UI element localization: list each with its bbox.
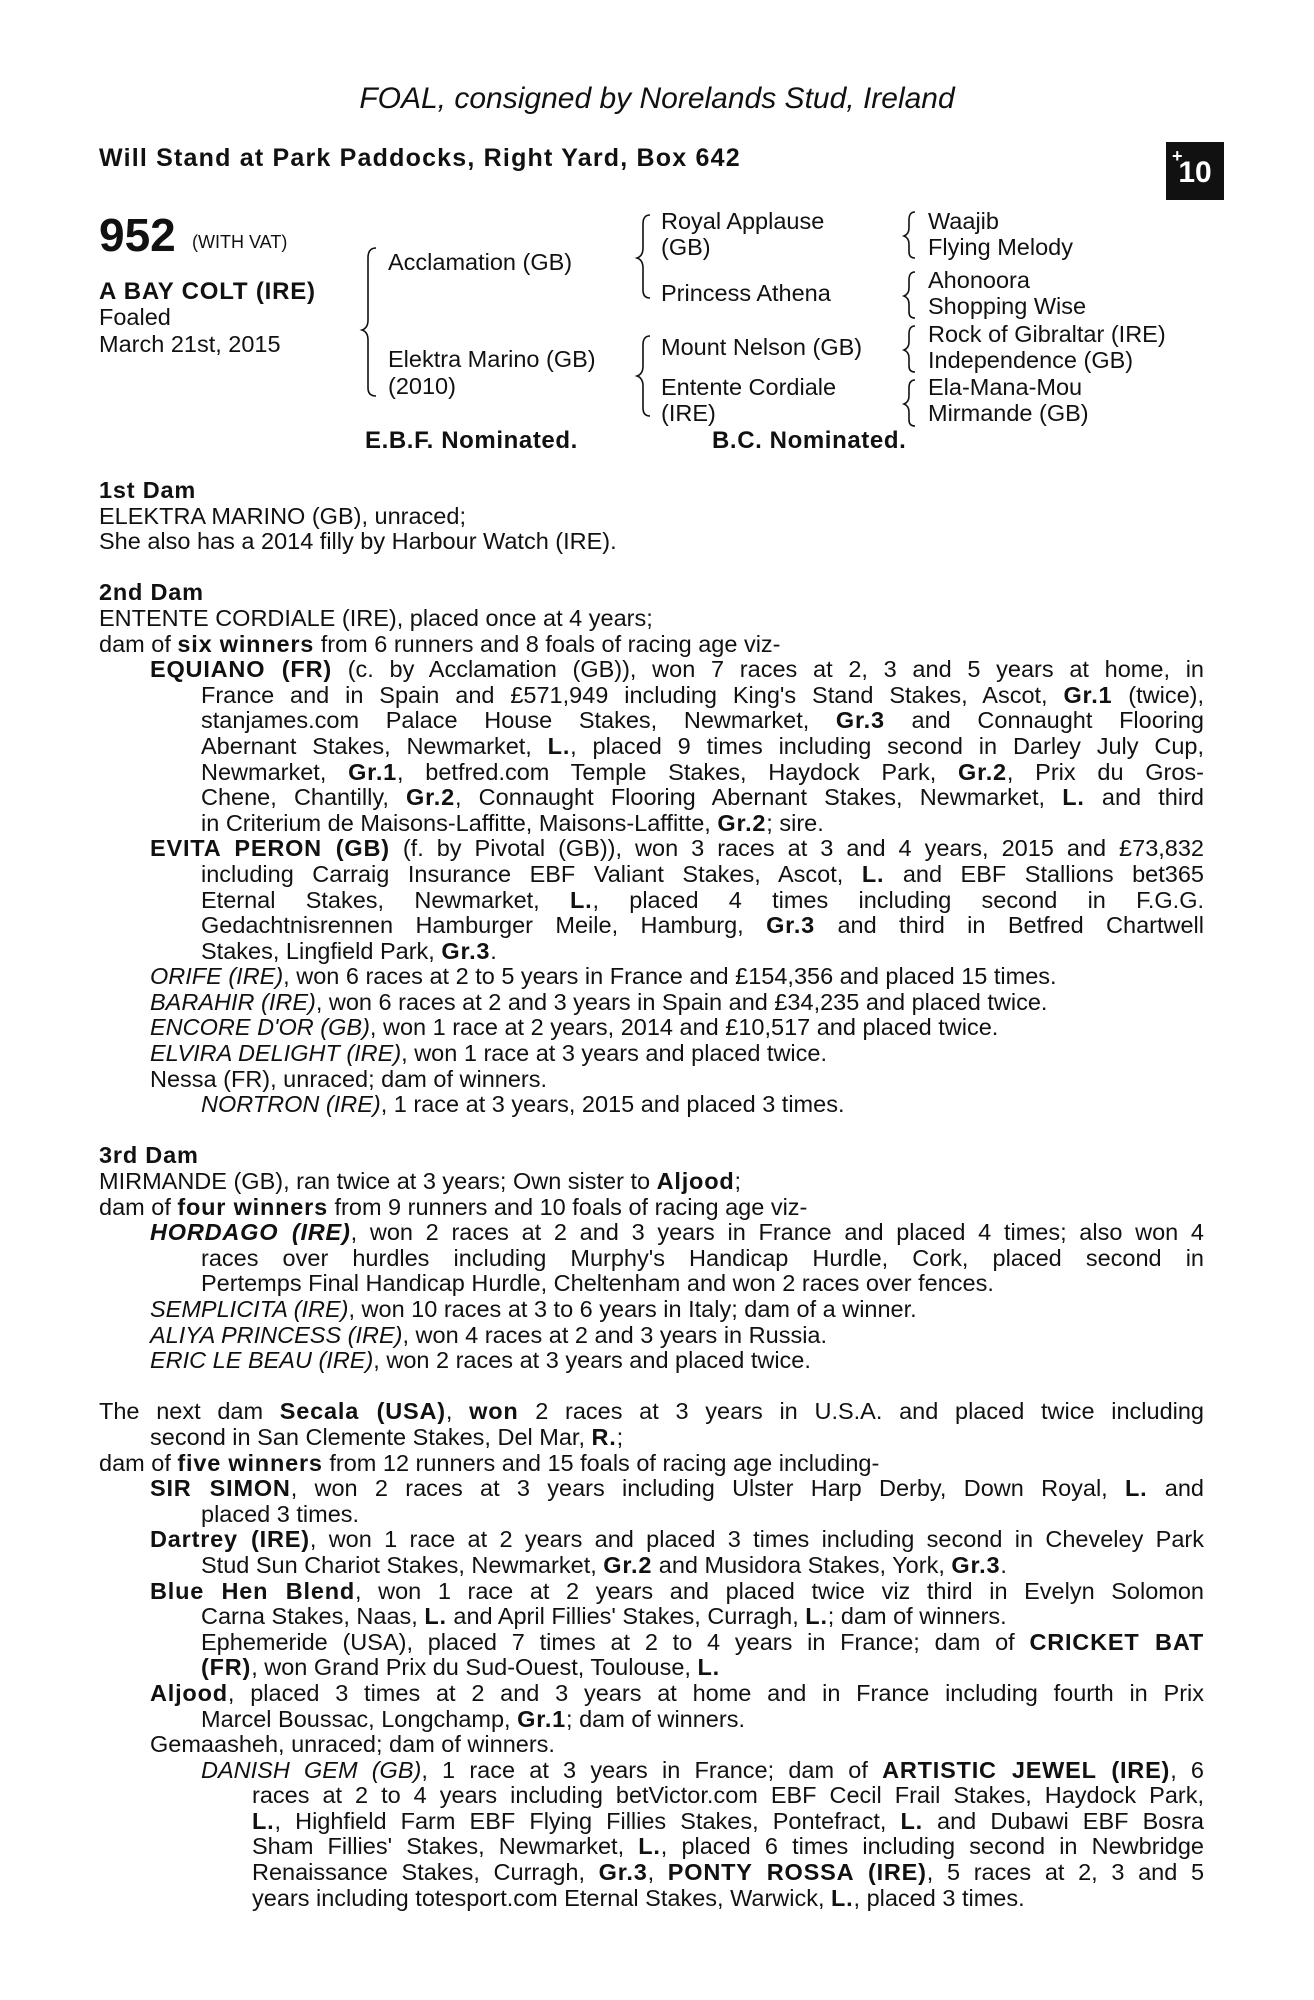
- text-line: [99, 1758, 1204, 1784]
- text-run: , won 1 race at 2 years and placed 3 times including second in Cheveley Park: [309, 1526, 1204, 1553]
- text-run: (f. by Pivotal (GB)), won 3 races at 3 and 4 years, 2015 and £73,832: [389, 835, 1205, 862]
- text-line: [99, 1067, 1204, 1093]
- bold-text: L.: [569, 886, 593, 913]
- bold-text: (FR): [201, 1654, 252, 1681]
- text-line: [99, 632, 1204, 658]
- bold-text: 3rd Dam: [99, 1142, 199, 1169]
- brace-gen3-4: [904, 380, 915, 426]
- text-run: dam of: [99, 1449, 178, 1476]
- text-line: [99, 939, 1204, 965]
- text-run: Nessa (FR), unraced; dam of winners.: [150, 1065, 548, 1092]
- bold-text: Gr.2: [717, 809, 767, 836]
- text-line: [99, 734, 1204, 760]
- bold-text: Gr.1: [1063, 681, 1113, 708]
- italic-text: SEMPLICITA (IRE): [150, 1296, 349, 1322]
- text-run: , won 6 races at 2 and 3 years in Spain and £34,235 and placed twice.: [315, 988, 1048, 1015]
- text-line: [99, 1323, 1204, 1349]
- pedigree-dam: Elektra Marino (GB): [388, 346, 596, 372]
- line-content: [201, 1271, 1204, 1297]
- bold-text: EVITA PERON (GB): [150, 835, 390, 862]
- line-content: [150, 1041, 1204, 1067]
- text-run: Abernant Stakes, Newmarket,: [201, 732, 548, 759]
- text-line: [99, 1041, 1204, 1067]
- text-run: , won 10 races at 3 to 6 years in Italy; dam of a winner.: [348, 1296, 917, 1322]
- text-run: , won 1 race at 2 years, 2014 and £10,517 and placed twice.: [369, 1014, 999, 1041]
- text-run: Ephemeride (USA), placed 7 times at 2 to 4 years in France; dam of: [201, 1628, 1030, 1655]
- pedigree-sire: Acclamation (GB): [388, 249, 573, 275]
- line-content: [99, 606, 1204, 632]
- text-run: ;: [734, 1168, 742, 1195]
- bold-text: Dartrey (IRE): [150, 1526, 310, 1553]
- text-run: and Connaught Flooring: [884, 707, 1204, 734]
- text-run: ,: [647, 1859, 668, 1886]
- italic-text: BARAHIR (IRE): [150, 988, 316, 1015]
- text-run: (twice),: [1112, 681, 1205, 708]
- bold-text: Aljood: [150, 1679, 228, 1706]
- line-content: [99, 1143, 1204, 1169]
- text-line: [99, 811, 1204, 837]
- brace-gen3-2: [904, 272, 915, 318]
- text-line: [99, 836, 1204, 862]
- text-line: [99, 1220, 1204, 1246]
- text-run: , won 1 race at 2 years and placed twice viz third in Evelyn Solomon: [355, 1577, 1204, 1604]
- bold-text: Gr.2: [406, 784, 455, 811]
- text-run: Pertemps Final Handicap Hurdle, Cheltenham and won 2 races over fences.: [201, 1270, 994, 1297]
- badge-plus-mark: +: [1172, 146, 1183, 166]
- bold-text: 1st Dam: [99, 477, 197, 503]
- text-run: , won 6 races at 2 to 5 years in France and £154,356 and placed 15 times.: [283, 963, 1057, 990]
- line-content: [201, 1630, 1204, 1656]
- italic-text: NORTRON (IRE): [201, 1091, 381, 1118]
- pedigree-braces: [0, 0, 1314, 440]
- text-line: [99, 1527, 1204, 1553]
- bold-text: Blue Hen Blend: [150, 1577, 356, 1604]
- text-line: [99, 1886, 1204, 1912]
- bold-text: L.: [805, 1603, 828, 1630]
- bold-text: L.: [1125, 1475, 1148, 1502]
- text-line: [99, 1425, 1204, 1451]
- bold-text: Gr.2: [603, 1551, 653, 1578]
- text-run: Eternal Stakes, Newmarket,: [201, 886, 570, 913]
- text-run: France and in Spain and £571,949 including King's Stand Stakes, Ascot,: [201, 681, 1064, 708]
- pedigree-gen3-8: Mirmande (GB): [928, 400, 1089, 426]
- bold-text: EQUIANO (FR): [150, 656, 332, 683]
- text-line: [99, 1732, 1204, 1758]
- text-run: dam of: [99, 1193, 178, 1220]
- text-line: [99, 606, 1204, 632]
- text-run: years including totesport.com Eternal Stakes, Warwick,: [252, 1884, 832, 1911]
- bold-text: L.: [1062, 784, 1085, 811]
- line-content: [201, 1758, 1204, 1784]
- text-run: Gemaasheh, unraced; dam of winners.: [150, 1731, 555, 1758]
- text-line: [99, 1451, 1204, 1477]
- text-run: Carna Stakes, Naas,: [201, 1603, 425, 1630]
- text-run: .: [490, 937, 497, 964]
- bold-text: Gr.3: [598, 1859, 648, 1886]
- blank-line: [99, 1374, 1204, 1400]
- blank-line: [99, 1118, 1204, 1144]
- line-content: [99, 632, 1204, 658]
- line-content: [252, 1809, 1204, 1835]
- text-run: 2 races at 3 years in U.S.A. and placed twice including: [518, 1398, 1204, 1425]
- text-line: [99, 888, 1204, 914]
- bold-text: six winners: [177, 630, 315, 657]
- text-line: [99, 785, 1204, 811]
- text-run: including Carraig Insurance EBF Valiant Stakes, Ascot,: [201, 860, 862, 887]
- text-line: [99, 657, 1204, 683]
- line-content: [99, 504, 1204, 530]
- text-run: ENTENTE CORDIALE (IRE), placed once at 4 years;: [99, 604, 653, 631]
- text-line: [99, 504, 1204, 530]
- text-run: dam of: [99, 630, 178, 657]
- text-line: [99, 760, 1204, 786]
- bold-text: 2nd Dam: [99, 579, 204, 606]
- text-line: [99, 1246, 1204, 1272]
- text-run: and EBF Stallions bet365: [884, 860, 1204, 887]
- line-content: [150, 1015, 1204, 1041]
- pedigree-dam-sire: Mount Nelson (GB): [661, 334, 863, 360]
- text-run: , placed 4 times including second in F.G.G.: [592, 886, 1205, 913]
- line-content: [99, 529, 1204, 555]
- text-run: from 12 runners and 15 foals of racing age including-: [322, 1449, 880, 1476]
- text-run: Stakes, Lingfield Park,: [201, 937, 442, 964]
- bold-text: Gr.1: [348, 758, 398, 785]
- pedigree-gen3-7: Ela-Mana-Mou: [928, 374, 1083, 400]
- bold-text: Gr.3: [951, 1551, 1001, 1578]
- text-run: , placed 3 times at 2 and 3 years at home and in France including fourth in Prix: [227, 1679, 1204, 1706]
- line-content: [252, 1783, 1204, 1809]
- line-content: [150, 1067, 1204, 1093]
- bold-text: L.: [861, 860, 885, 887]
- line-content: [201, 888, 1204, 914]
- text-line: [99, 1707, 1204, 1733]
- text-line: [99, 1502, 1204, 1528]
- bold-text: L.: [900, 1807, 923, 1834]
- text-line: [99, 1681, 1204, 1707]
- text-run: , 5 races at 2, 3 and 5: [926, 1859, 1205, 1886]
- text-run: , placed 3 times.: [853, 1884, 1025, 1911]
- text-line: [99, 1834, 1204, 1860]
- pedigree-gen3-3: Ahonoora: [928, 267, 1030, 293]
- bold-text: four winners: [177, 1193, 328, 1220]
- text-line: [99, 1297, 1204, 1323]
- text-run: ; dam of winners.: [827, 1603, 1007, 1630]
- line-content: [201, 1604, 1204, 1630]
- line-content: [201, 1092, 1204, 1118]
- line-content: [150, 964, 1204, 990]
- italic-text: ERIC LE BEAU (IRE): [150, 1347, 374, 1374]
- brace-sire: [637, 215, 650, 298]
- text-line: [99, 1476, 1204, 1502]
- text-run: , won 1 race at 3 years and placed twice.: [401, 1040, 828, 1067]
- line-content: [201, 785, 1204, 811]
- foaled-label: Foaled: [99, 304, 171, 330]
- text-line: [99, 913, 1204, 939]
- line-content: [150, 657, 1204, 683]
- line-content: [99, 1399, 1204, 1425]
- bold-text: ARTISTIC JEWEL (IRE): [882, 1756, 1171, 1783]
- text-run: , 6: [1170, 1756, 1204, 1783]
- line-content: [201, 862, 1204, 888]
- bold-text: HORDAGO (IRE): [150, 1219, 351, 1246]
- line-content: [150, 1476, 1204, 1502]
- bold-text: CRICKET BAT: [1029, 1628, 1204, 1655]
- consignment-heading: FOAL, consigned by Norelands Stud, Ireland: [359, 82, 955, 115]
- text-run: , won 2 races at 3 years and placed twice.: [373, 1347, 811, 1374]
- brace-gen1: [362, 248, 376, 396]
- text-line: [99, 1348, 1204, 1374]
- text-run: and Musidora Stakes, York,: [652, 1551, 952, 1578]
- pedigree-gen3-1: Waajib: [928, 208, 999, 234]
- bold-text: R.: [591, 1423, 617, 1450]
- text-line: [99, 1143, 1204, 1169]
- bold-text: won: [469, 1398, 519, 1425]
- text-line: [99, 990, 1204, 1016]
- text-line: [99, 1860, 1204, 1886]
- pedigree-gen3-6: Independence (GB): [928, 347, 1134, 373]
- text-line: [99, 1015, 1204, 1041]
- text-run: and: [1147, 1475, 1204, 1502]
- lot-number: 952: [99, 209, 176, 261]
- text-run: ELEKTRA MARINO (GB), unraced;: [99, 502, 466, 529]
- line-content: [252, 1860, 1204, 1886]
- bold-text: SIR SIMON: [150, 1475, 291, 1502]
- pedigree-sire-dam: Princess Athena: [661, 280, 831, 306]
- text-run: (c. by Acclamation (GB)), won 7 races at 2, 3 and 5 years at home, in: [331, 656, 1204, 683]
- line-content: [150, 1220, 1204, 1246]
- text-line: [99, 964, 1204, 990]
- line-content: [201, 939, 1204, 965]
- text-line: [99, 1630, 1204, 1656]
- text-run: Sham Fillies' Stakes, Newmarket,: [252, 1833, 639, 1860]
- text-run: ;: [616, 1423, 624, 1450]
- text-run: ,: [445, 1398, 470, 1425]
- line-content: [150, 1732, 1204, 1758]
- italic-text: ELVIRA DELIGHT (IRE): [150, 1040, 402, 1067]
- bold-text: Gr.2: [957, 758, 1007, 785]
- text-line: [99, 1195, 1204, 1221]
- line-content: [150, 1681, 1204, 1707]
- ebf-nominated: E.B.F. Nominated.: [365, 427, 578, 454]
- text-run: , won Grand Prix du Sud-Ouest, Toulouse,: [251, 1654, 698, 1681]
- pedigree-sire-sire: Royal Applause: [661, 208, 825, 234]
- text-run: races over hurdles including Murphy's Handicap Hurdle, Cork, placed second in: [201, 1244, 1204, 1271]
- text-run: Chene, Chantilly,: [201, 784, 407, 811]
- line-content: [201, 1655, 1204, 1681]
- foaled-date: March 21st, 2015: [99, 331, 281, 357]
- text-run: , won 2 races at 2 and 3 years in France and placed 4 times; also won 4: [350, 1219, 1204, 1246]
- bc-nominated: B.C. Nominated.: [712, 427, 907, 454]
- text-run: ; sire.: [766, 809, 824, 836]
- line-content: [201, 1246, 1204, 1272]
- italic-text: ENCORE D'OR (GB): [150, 1014, 370, 1041]
- text-line: [99, 529, 1204, 555]
- line-content: [150, 990, 1204, 1016]
- text-line: [99, 1169, 1204, 1195]
- text-run: Gedachtnisrennen Hamburger Meile, Hamburg,: [201, 912, 767, 939]
- pedigree-sire-sire-country: (GB): [661, 234, 711, 260]
- bold-text: Gr.3: [441, 937, 491, 964]
- text-line: [99, 580, 1204, 606]
- line-content: [252, 1834, 1204, 1860]
- text-run: and third in Betfred Chartwell: [815, 912, 1204, 939]
- text-run: , placed 6 times including second in Newbridge: [660, 1833, 1204, 1860]
- text-run: from 9 runners and 10 foals of racing age viz-: [328, 1193, 808, 1220]
- text-run: and third: [1084, 784, 1204, 811]
- text-run: , won 2 races at 3 years including Ulster Harp Derby, Down Royal,: [290, 1475, 1125, 1502]
- line-content: [201, 913, 1204, 939]
- text-run: , won 4 races at 2 and 3 years in Russia.: [402, 1321, 828, 1348]
- text-run: The next dam: [99, 1398, 280, 1425]
- badge-number: 10: [1178, 156, 1212, 189]
- line-content: [99, 1195, 1204, 1221]
- bold-text: Secala (USA): [279, 1398, 446, 1425]
- line-content: [150, 1297, 1204, 1323]
- line-content: [201, 734, 1204, 760]
- line-content: [150, 1579, 1204, 1605]
- line-content: [201, 811, 1204, 837]
- text-run: , Prix du Gros-: [1006, 758, 1204, 785]
- text-line: [99, 1809, 1204, 1835]
- italic-text: ALIYA PRINCESS (IRE): [150, 1321, 403, 1348]
- pedigree-gen3-5: Rock of Gibraltar (IRE): [928, 321, 1166, 347]
- text-run: and Dubawi EBF Bosra: [922, 1807, 1204, 1834]
- text-run: , 1 race at 3 years, 2015 and placed 3 times.: [380, 1091, 845, 1118]
- text-line: [99, 1399, 1204, 1425]
- text-run: MIRMANDE (GB), ran twice at 3 years; Own sister to: [99, 1168, 657, 1195]
- italic-text: DANISH GEM (GB): [201, 1756, 422, 1783]
- text-run: .: [1000, 1551, 1007, 1578]
- pedigree-dam-dam: Entente Cordiale: [661, 374, 837, 400]
- pedigree-dam-year: (2010): [388, 373, 456, 399]
- text-run: second in San Clemente Stakes, Del Mar,: [150, 1423, 592, 1450]
- text-run: , Highfield Farm EBF Flying Fillies Stakes, Pontefract,: [274, 1807, 901, 1834]
- pedigree-gen3-2: Flying Melody: [928, 234, 1073, 260]
- bold-text: PONTY ROSSA (IRE): [667, 1859, 927, 1886]
- line-content: [201, 683, 1204, 709]
- horse-description: A BAY COLT (IRE): [99, 278, 316, 305]
- text-line: [99, 708, 1204, 734]
- bold-text: L.: [547, 732, 571, 759]
- text-run: She also has a 2014 filly by Harbour Watch (IRE).: [99, 528, 617, 555]
- text-line: [99, 1092, 1204, 1118]
- bold-text: Gr.1: [517, 1705, 567, 1732]
- text-line: [99, 1604, 1204, 1630]
- line-content: [150, 1323, 1204, 1349]
- line-content: [150, 836, 1204, 862]
- line-content: [99, 1451, 1204, 1477]
- pedigree-dam-dam-country: (IRE): [661, 400, 716, 426]
- line-content: [201, 760, 1204, 786]
- text-run: stanjames.com Palace House Stakes, Newmarket,: [201, 707, 836, 734]
- brace-gen3-1: [904, 212, 915, 258]
- line-content: [150, 1348, 1204, 1374]
- text-run: , placed 9 times including second in Darley July Cup,: [570, 732, 1204, 759]
- line-content: [150, 1527, 1204, 1553]
- text-line: [99, 478, 1204, 504]
- brace-gen3-3: [904, 326, 915, 372]
- line-content: [150, 1425, 1204, 1451]
- text-run: Stud Sun Chariot Stakes, Newmarket,: [201, 1551, 604, 1578]
- text-run: , 1 race at 3 years in France; dam of: [421, 1756, 883, 1783]
- bold-text: L.: [638, 1833, 661, 1860]
- pedigree-gen3-4: Shopping Wise: [928, 293, 1087, 319]
- line-content: [252, 1886, 1204, 1912]
- text-run: , betfred.com Temple Stakes, Haydock Park,: [397, 758, 958, 785]
- bold-text: five winners: [177, 1449, 323, 1476]
- text-line: [99, 1655, 1204, 1681]
- text-line: [99, 862, 1204, 888]
- line-content: [99, 478, 1204, 504]
- bold-text: L.: [252, 1807, 275, 1834]
- text-line: [99, 683, 1204, 709]
- bold-text: Gr.3: [766, 912, 816, 939]
- text-run: and April Fillies' Stakes, Curragh,: [446, 1603, 806, 1630]
- text-run: races at 2 to 4 years including betVictor.com EBF Cecil Frail Stakes, Haydock Park,: [252, 1782, 1204, 1809]
- text-line: [99, 1783, 1204, 1809]
- bold-text: Gr.3: [835, 707, 885, 734]
- line-content: [201, 1502, 1204, 1528]
- line-content: [201, 1553, 1204, 1579]
- text-line: [99, 1553, 1204, 1579]
- text-run: in Criterium de Maisons-Laffitte, Maisons-Laffitte,: [201, 809, 718, 836]
- text-line: [99, 1579, 1204, 1605]
- text-run: ; dam of winners.: [566, 1705, 745, 1732]
- text-run: from 6 runners and 8 foals of racing age viz-: [314, 630, 781, 657]
- line-content: [99, 580, 1204, 606]
- line-content: [201, 1707, 1204, 1733]
- text-run: Renaissance Stakes, Curragh,: [252, 1859, 599, 1886]
- text-run: Newmarket,: [201, 758, 349, 785]
- line-content: [99, 1169, 1204, 1195]
- italic-text: ORIFE (IRE): [150, 963, 284, 990]
- bold-text: L.: [424, 1603, 447, 1630]
- line-content: [201, 708, 1204, 734]
- vat-note: (WITH VAT): [192, 232, 288, 252]
- brace-dam: [637, 336, 650, 416]
- text-run: , Connaught Flooring Abernant Stakes, Newmarket,: [454, 784, 1063, 811]
- stand-location: Will Stand at Park Paddocks, Right Yard, Box 642: [99, 144, 741, 172]
- text-line: [99, 1271, 1204, 1297]
- bold-text: L.: [697, 1654, 720, 1681]
- text-run: Marcel Boussac, Longchamp,: [201, 1705, 518, 1732]
- bold-text: Aljood: [656, 1168, 735, 1195]
- catalogue-body: [99, 478, 1204, 1911]
- bold-text: L.: [831, 1884, 854, 1911]
- blank-line: [99, 555, 1204, 581]
- text-run: placed 3 times.: [201, 1500, 360, 1527]
